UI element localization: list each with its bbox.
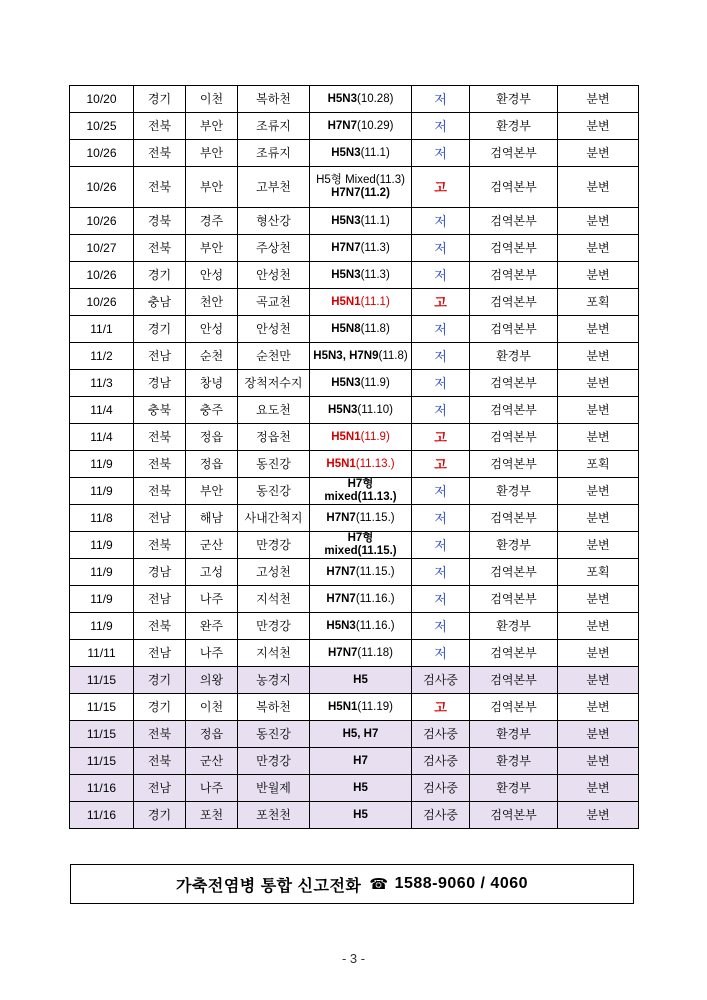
city-cell: 창녕: [186, 370, 238, 397]
province-cell: 전북: [134, 532, 186, 559]
strain-confirm-date: (11.9): [360, 430, 390, 443]
site-cell: 동진강: [238, 721, 310, 748]
city-cell: 의왕: [186, 667, 238, 694]
sample-type-cell: 분변: [558, 667, 639, 694]
table-row: [70, 140, 639, 167]
site-cell: 요도천: [238, 397, 310, 424]
agency-cell: 환경부: [470, 748, 558, 775]
date-cell: 11/9: [70, 586, 134, 613]
strain-cell: [310, 370, 412, 397]
strain-cell: [310, 113, 412, 140]
agency-cell: 환경부: [470, 86, 558, 113]
site-cell: 주상천: [238, 235, 310, 262]
strain-cell: [310, 748, 412, 775]
strain-cell: [310, 424, 412, 451]
phone-icon: ☎: [369, 876, 389, 893]
city-cell: 정읍: [186, 721, 238, 748]
agency-cell: 검역본부: [470, 802, 558, 829]
pathogenicity-cell: 검사중: [412, 802, 470, 829]
province-cell: 전북: [134, 451, 186, 478]
agency-cell: 환경부: [470, 343, 558, 370]
agency-cell: 검역본부: [470, 667, 558, 694]
strain-confirm-date: (11.16.): [355, 619, 395, 632]
city-cell: 안성: [186, 316, 238, 343]
strain-confirm-date: (11.18): [357, 646, 393, 659]
sample-type-cell: 분변: [558, 86, 639, 113]
city-cell: 나주: [186, 775, 238, 802]
strain-name: H5N3: [331, 268, 361, 281]
sample-type-cell: 분변: [558, 532, 639, 559]
pathogenicity-cell: 고: [412, 424, 470, 451]
city-cell: 나주: [186, 640, 238, 667]
report-hotline-box: [70, 864, 634, 904]
strain-name: H5N1: [328, 700, 358, 713]
table-row: [70, 505, 639, 532]
strain-confirm-date: (11.1): [360, 295, 390, 308]
province-cell: 전남: [134, 640, 186, 667]
agency-cell: 검역본부: [470, 167, 558, 208]
strain-name: H7N7: [327, 119, 357, 132]
date-cell: 11/8: [70, 505, 134, 532]
sample-type-cell: 분변: [558, 640, 639, 667]
site-cell: 안성천: [238, 316, 310, 343]
strain-cell: [310, 86, 412, 113]
city-cell: 부안: [186, 235, 238, 262]
pathogenicity-cell: 저: [412, 397, 470, 424]
date-cell: 10/25: [70, 113, 134, 140]
strain-cell: [310, 289, 412, 316]
province-cell: 경기: [134, 802, 186, 829]
agency-cell: 환경부: [470, 532, 558, 559]
table-row: [70, 167, 639, 208]
agency-cell: 환경부: [470, 113, 558, 140]
strain-confirm-date: (11.10): [357, 403, 393, 416]
table-row: [70, 748, 639, 775]
site-cell: 안성천: [238, 262, 310, 289]
date-cell: 11/15: [70, 721, 134, 748]
province-cell: 전남: [134, 343, 186, 370]
city-cell: 이천: [186, 694, 238, 721]
strain-cell: [310, 667, 412, 694]
sample-type-cell: 분변: [558, 613, 639, 640]
city-cell: 이천: [186, 86, 238, 113]
table-row: [70, 802, 639, 829]
agency-cell: 검역본부: [470, 289, 558, 316]
site-cell: 고부천: [238, 167, 310, 208]
table-row: [70, 532, 639, 559]
agency-cell: 검역본부: [470, 559, 558, 586]
strain-name: H7N7: [328, 646, 358, 659]
strain-confirm-date: (10.28): [356, 92, 394, 105]
pathogenicity-cell: 검사중: [412, 748, 470, 775]
city-cell: 포천: [186, 802, 238, 829]
city-cell: 정읍: [186, 424, 238, 451]
strain-cell: [310, 316, 412, 343]
date-cell: 11/3: [70, 370, 134, 397]
province-cell: 경기: [134, 86, 186, 113]
strain-line-1: H5형 Mixed(11.3): [316, 174, 405, 186]
pathogenicity-cell: 저: [412, 505, 470, 532]
strain-cell: [310, 586, 412, 613]
pathogenicity-cell: 검사중: [412, 775, 470, 802]
agency-cell: 검역본부: [470, 316, 558, 343]
table-row: [70, 289, 639, 316]
site-cell: 조류지: [238, 113, 310, 140]
strain-cell: [310, 397, 412, 424]
pathogenicity-cell: 저: [412, 586, 470, 613]
agency-cell: 검역본부: [470, 235, 558, 262]
table-row: [70, 316, 639, 343]
agency-cell: 검역본부: [470, 640, 558, 667]
strain-cell: [310, 140, 412, 167]
date-cell: 11/4: [70, 397, 134, 424]
strain-name: H5N8: [331, 322, 361, 335]
site-cell: 복하천: [238, 694, 310, 721]
strain-name: H5N1: [331, 295, 361, 308]
strain-cell: [310, 167, 412, 208]
site-cell: 조류지: [238, 140, 310, 167]
pathogenicity-cell: 저: [412, 613, 470, 640]
table-row: [70, 667, 639, 694]
strain-name: H5: [353, 673, 368, 686]
strain-cell: [310, 559, 412, 586]
table-row: [70, 451, 639, 478]
strain-cell: [310, 505, 412, 532]
strain-cell: [310, 613, 412, 640]
strain-confirm-date: (11.8): [360, 322, 390, 335]
date-cell: 11/9: [70, 559, 134, 586]
province-cell: 전남: [134, 505, 186, 532]
table-row: [70, 559, 639, 586]
strain-line-1: H7형: [347, 532, 374, 544]
date-cell: 11/15: [70, 694, 134, 721]
site-cell: 장척저수지: [238, 370, 310, 397]
agency-cell: 검역본부: [470, 586, 558, 613]
strain-cell: [310, 694, 412, 721]
site-cell: 만경강: [238, 532, 310, 559]
table-row: [70, 235, 639, 262]
strain-cell: [310, 235, 412, 262]
table-row: [70, 613, 639, 640]
province-cell: 전북: [134, 721, 186, 748]
strain-cell: [310, 343, 412, 370]
province-cell: 전북: [134, 167, 186, 208]
sample-type-cell: 분변: [558, 586, 639, 613]
sample-type-cell: 분변: [558, 802, 639, 829]
strain-name: H7N7: [326, 592, 356, 605]
strain-confirm-date: (11.9): [360, 376, 390, 389]
city-cell: 천안: [186, 289, 238, 316]
city-cell: 고성: [186, 559, 238, 586]
table-row: [70, 208, 639, 235]
hotline-title: 가축전염병 통합 신고전화: [175, 877, 362, 895]
strain-name: H5N3: [331, 376, 361, 389]
date-cell: 11/9: [70, 451, 134, 478]
strain-cell: [310, 775, 412, 802]
pathogenicity-cell: 저: [412, 532, 470, 559]
agency-cell: 검역본부: [470, 505, 558, 532]
table-row: [70, 586, 639, 613]
date-cell: 11/15: [70, 667, 134, 694]
sample-type-cell: 분변: [558, 721, 639, 748]
strain-name: H5: [353, 808, 368, 821]
table-row: [70, 262, 639, 289]
sample-type-cell: 분변: [558, 505, 639, 532]
sample-type-cell: 포획: [558, 559, 639, 586]
date-cell: 11/16: [70, 775, 134, 802]
site-cell: 동진강: [238, 478, 310, 505]
pathogenicity-cell: 고: [412, 167, 470, 208]
strain-confirm-date: (11.15.): [355, 565, 395, 578]
sample-type-cell: 분변: [558, 113, 639, 140]
province-cell: 전남: [134, 586, 186, 613]
strain-confirm-date: (11.15.): [355, 511, 395, 524]
site-cell: 지석천: [238, 640, 310, 667]
agency-cell: 검역본부: [470, 424, 558, 451]
province-cell: 전북: [134, 113, 186, 140]
date-cell: 11/11: [70, 640, 134, 667]
agency-cell: 검역본부: [470, 451, 558, 478]
sample-type-cell: 분변: [558, 424, 639, 451]
date-cell: 11/9: [70, 613, 134, 640]
province-cell: 경북: [134, 208, 186, 235]
sample-type-cell: 분변: [558, 316, 639, 343]
pathogenicity-cell: 저: [412, 343, 470, 370]
strain-confirm-date: (11.13.): [355, 457, 395, 470]
city-cell: 부안: [186, 167, 238, 208]
province-cell: 충북: [134, 397, 186, 424]
date-cell: 11/2: [70, 343, 134, 370]
table-row: [70, 370, 639, 397]
site-cell: 만경강: [238, 613, 310, 640]
date-cell: 10/27: [70, 235, 134, 262]
strain-cell: [310, 451, 412, 478]
strain-cell: [310, 721, 412, 748]
sample-type-cell: 분변: [558, 694, 639, 721]
date-cell: 11/15: [70, 748, 134, 775]
strain-confirm-date: (11.3): [360, 268, 390, 281]
strain-name: H5N3: [331, 146, 361, 159]
province-cell: 전북: [134, 140, 186, 167]
date-cell: 11/1: [70, 316, 134, 343]
pathogenicity-cell: 저: [412, 316, 470, 343]
site-cell: 형산강: [238, 208, 310, 235]
pathogenicity-cell: 저: [412, 640, 470, 667]
pathogenicity-cell: 검사중: [412, 667, 470, 694]
sample-type-cell: 분변: [558, 167, 639, 208]
table-row: [70, 640, 639, 667]
site-cell: 사내간척지: [238, 505, 310, 532]
strain-confirm-date: (10.29): [356, 119, 394, 132]
strain-name: H7N7: [331, 241, 361, 254]
city-cell: 순천: [186, 343, 238, 370]
agency-cell: 검역본부: [470, 262, 558, 289]
city-cell: 나주: [186, 586, 238, 613]
strain-confirm-date: (11.8): [378, 349, 408, 362]
table-row: [70, 343, 639, 370]
agency-cell: 검역본부: [470, 694, 558, 721]
agency-cell: 환경부: [470, 775, 558, 802]
table-row: [70, 86, 639, 113]
hotline-number: 1588-9060 / 4060: [394, 875, 529, 892]
site-cell: 반월제: [238, 775, 310, 802]
site-cell: 정읍천: [238, 424, 310, 451]
strain-confirm-date: (11.16.): [355, 592, 395, 605]
agency-cell: 검역본부: [470, 370, 558, 397]
table-row: [70, 478, 639, 505]
sample-type-cell: 분변: [558, 262, 639, 289]
table-row: [70, 424, 639, 451]
strain-name: H5N3: [328, 403, 358, 416]
city-cell: 군산: [186, 532, 238, 559]
strain-name: H5N1: [331, 430, 361, 443]
agency-cell: 검역본부: [470, 140, 558, 167]
strain-name: H7N7: [326, 511, 356, 524]
pathogenicity-cell: 저: [412, 262, 470, 289]
province-cell: 경기: [134, 694, 186, 721]
site-cell: 곡교천: [238, 289, 310, 316]
site-cell: 농경지: [238, 667, 310, 694]
province-cell: 전북: [134, 424, 186, 451]
strain-name: H5, H7: [342, 727, 379, 740]
province-cell: 충남: [134, 289, 186, 316]
strain-line-2: H7N7(11.2): [331, 187, 390, 199]
pathogenicity-cell: 고: [412, 289, 470, 316]
city-cell: 안성: [186, 262, 238, 289]
strain-name: H5N3: [331, 214, 361, 227]
pathogenicity-cell: 고: [412, 451, 470, 478]
city-cell: 정읍: [186, 451, 238, 478]
province-cell: 경기: [134, 667, 186, 694]
strain-name: H5N3: [327, 92, 357, 105]
site-cell: 순천만: [238, 343, 310, 370]
pathogenicity-cell: 저: [412, 208, 470, 235]
strain-confirm-date: (11.19): [357, 700, 393, 713]
strain-line-2: mixed(11.13.): [324, 491, 397, 503]
sample-type-cell: 포획: [558, 289, 639, 316]
agency-cell: 환경부: [470, 721, 558, 748]
strain-line-1: H7형: [347, 478, 374, 490]
date-cell: 10/26: [70, 262, 134, 289]
date-cell: 11/9: [70, 532, 134, 559]
province-cell: 전북: [134, 235, 186, 262]
agency-cell: 환경부: [470, 478, 558, 505]
strain-name: H5N1: [326, 457, 356, 470]
detection-table: [69, 85, 639, 829]
province-cell: 전남: [134, 775, 186, 802]
strain-name: H7N7: [326, 565, 356, 578]
page-number: - 3 -: [341, 951, 366, 966]
date-cell: 11/9: [70, 478, 134, 505]
pathogenicity-cell: 저: [412, 140, 470, 167]
strain-cell: [310, 478, 412, 505]
site-cell: 포천천: [238, 802, 310, 829]
pathogenicity-cell: 저: [412, 235, 470, 262]
strain-confirm-date: (11.1): [360, 146, 390, 159]
site-cell: 지석천: [238, 586, 310, 613]
province-cell: 경남: [134, 559, 186, 586]
province-cell: 전북: [134, 748, 186, 775]
province-cell: 경기: [134, 262, 186, 289]
table-row: [70, 775, 639, 802]
site-cell: 복하천: [238, 86, 310, 113]
strain-cell: [310, 640, 412, 667]
pathogenicity-cell: 저: [412, 559, 470, 586]
strain-name: H5N3: [326, 619, 356, 632]
city-cell: 완주: [186, 613, 238, 640]
pathogenicity-cell: 검사중: [412, 721, 470, 748]
date-cell: 10/26: [70, 167, 134, 208]
strain-name: H5: [353, 781, 368, 794]
agency-cell: 검역본부: [470, 208, 558, 235]
pathogenicity-cell: 저: [412, 370, 470, 397]
agency-cell: 환경부: [470, 613, 558, 640]
sample-type-cell: 분변: [558, 775, 639, 802]
site-cell: 동진강: [238, 451, 310, 478]
city-cell: 부안: [186, 478, 238, 505]
city-cell: 부안: [186, 140, 238, 167]
table-row: [70, 694, 639, 721]
strain-confirm-date: (11.3): [360, 241, 390, 254]
city-cell: 경주: [186, 208, 238, 235]
sample-type-cell: 분변: [558, 235, 639, 262]
table-row: [70, 721, 639, 748]
strain-line-2: mixed(11.15.): [324, 545, 397, 557]
site-cell: 만경강: [238, 748, 310, 775]
pathogenicity-cell: 저: [412, 113, 470, 140]
sample-type-cell: 분변: [558, 748, 639, 775]
date-cell: 10/20: [70, 86, 134, 113]
city-cell: 충주: [186, 397, 238, 424]
table-body: [70, 86, 639, 829]
strain-cell: [310, 802, 412, 829]
sample-type-cell: 분변: [558, 370, 639, 397]
pathogenicity-cell: 저: [412, 86, 470, 113]
date-cell: 10/26: [70, 289, 134, 316]
date-cell: 11/16: [70, 802, 134, 829]
sample-type-cell: 분변: [558, 208, 639, 235]
strain-cell: [310, 208, 412, 235]
sample-type-cell: 분변: [558, 343, 639, 370]
date-cell: 11/4: [70, 424, 134, 451]
province-cell: 경기: [134, 316, 186, 343]
city-cell: 부안: [186, 113, 238, 140]
strain-name: H5N3, H7N9: [313, 349, 379, 362]
pathogenicity-cell: 고: [412, 694, 470, 721]
province-cell: 전북: [134, 613, 186, 640]
strain-cell: [310, 262, 412, 289]
province-cell: 경남: [134, 370, 186, 397]
pathogenicity-cell: 저: [412, 478, 470, 505]
sample-type-cell: 분변: [558, 397, 639, 424]
sample-type-cell: 분변: [558, 478, 639, 505]
strain-confirm-date: (11.1): [360, 214, 390, 227]
strain-name: H7: [353, 754, 368, 767]
province-cell: 전북: [134, 478, 186, 505]
city-cell: 군산: [186, 748, 238, 775]
date-cell: 10/26: [70, 208, 134, 235]
agency-cell: 검역본부: [470, 397, 558, 424]
site-cell: 고성천: [238, 559, 310, 586]
city-cell: 해남: [186, 505, 238, 532]
table-row: [70, 113, 639, 140]
sample-type-cell: 분변: [558, 140, 639, 167]
date-cell: 10/26: [70, 140, 134, 167]
table-row: [70, 397, 639, 424]
sample-type-cell: 포획: [558, 451, 639, 478]
strain-cell: [310, 532, 412, 559]
